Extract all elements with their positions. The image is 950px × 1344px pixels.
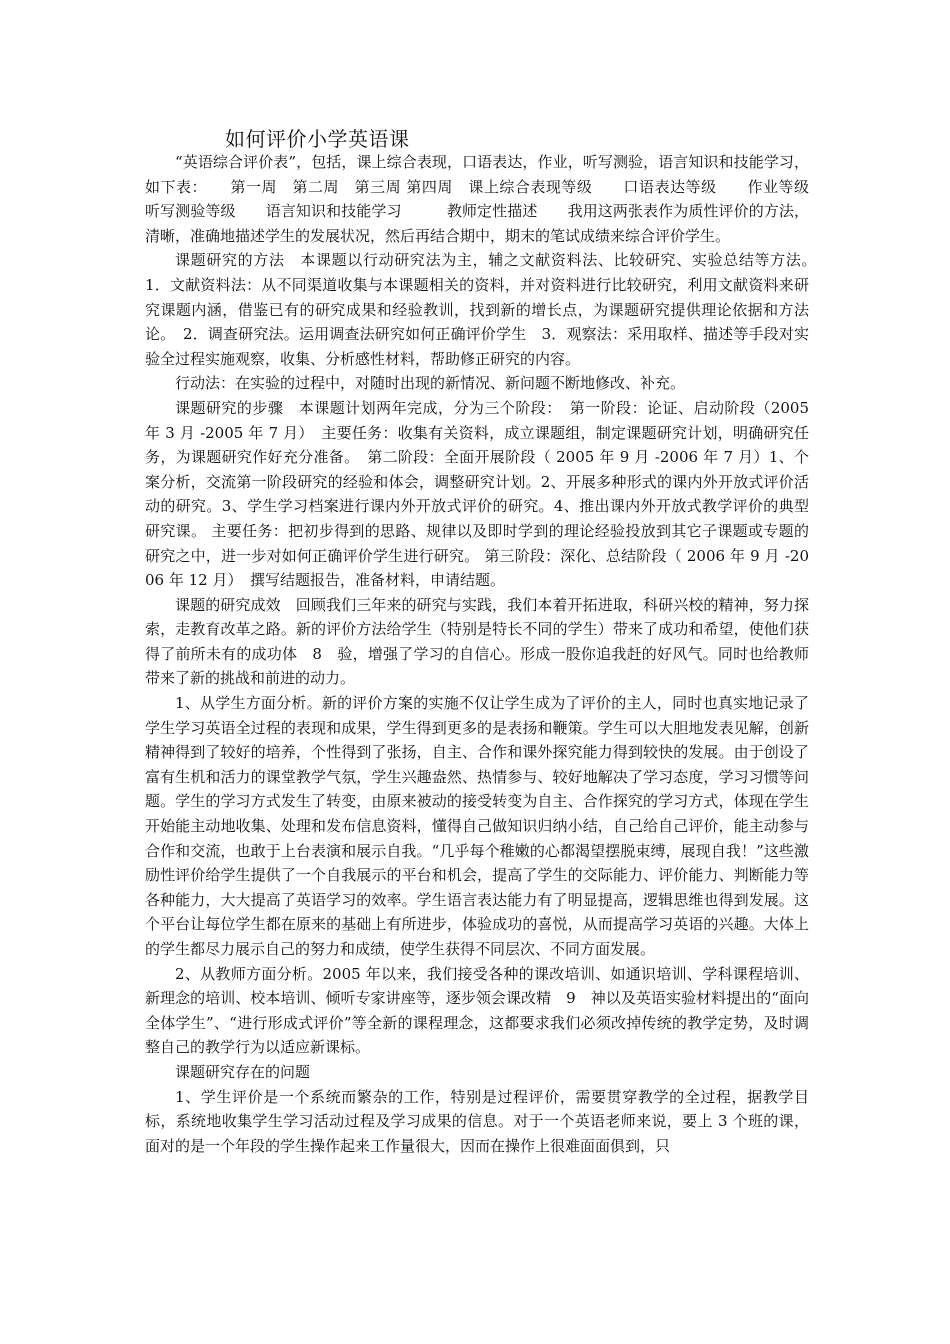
- paragraph-research-results: 课题的研究成效 回顾我们三年来的研究与实践，我们本着开拓进取，科研兴校的精神，努力探索，走教育改革之路。新的评价方法给学生（特别是特长不同的学生）带来了成功和希望，使他们获得了前所未有的成功体 8 验，增强了学习的自信心。形成一股你追我赶的好风气。同时也给教师带来了新的挑战和前进的动力。: [145, 595, 809, 688]
- paragraph-teacher-analysis: 2、从教师方面分析。2005 年以来，我们接受各种的课改培训、如通识培训、学科课程培训、新理念的培训、校本培训、倾听专家讲座等，逐步领会课改精 9 神以及英语实验材料提出的“面向全体学生”、“进行形成式评价”等全新的课程理念，这都要求我们必须改掉传统的教学定势，及时调整自己的教学行为以适应新课标。: [145, 964, 809, 1057]
- paragraph-research-steps: 课题研究的步骤 本课题计划两年完成，分为三个阶段： 第一阶段：论证、启动阶段（2005 年 3 月 -2005 年 7 月） 主要任务：收集有关资料，成立课题组，制定课题研究计划，明确研究任务，为课题研究作好充分准备。 第二阶段：全面开展阶段（ 2005 年 9 月 -2006 年 7 月）1、个案分析，交流第一阶段研究的经验和体会，调整研究计划。2、开展多种形式的课内外开放式评价活动的研究。3、学生学习档案进行课内外开放式评价的研究。4、推出课内外开放式教学评价的典型研究课。 主要任务：把初步得到的思路、规律以及即时学到的理论经验投放到其它子课题或专题的研究之中，进一步对如何正确评价学生进行研究。 第三阶段：深化、总结阶段（ 2006 年 9 月 -2006 年 12 月） 撰写结题报告，准备材料，申请结题。: [145, 398, 809, 590]
- section-heading-problems: 课题研究存在的问题: [175, 1062, 311, 1081]
- document-title: 如何评价小学英语课: [225, 127, 410, 151]
- paragraph-research-methods: 课题研究的方法 本课题以行动研究法为主，辅之文献资料法、比较研究、实验总结等方法。 1．文献资料法：从不同渠道收集与本课题相关的资料，并对资料进行比较研究，利用文献资料来研究课题内涵，借鉴已有的研究成果和经验教训，找到新的增长点，为课题研究提供理论依据和方法论。 2．调查研究法。运用调查法研究如何正确评价学生 3．观察法：采用取样、描述等手段对实验全过程实施观察，收集、分析感性材料，帮助修正研究的内容。: [145, 251, 825, 368]
- document-body: [145, 150, 840, 1158]
- paragraph-evaluation-table: “英语综合评价表”，包括，课上综合表现，口语表达，作业，听写测验，语言知识和技能学习，如下表： 第一周 第二周 第三周 第四周 课上综合表现等级 口语表达等级 作业等级 听写测验等级 语言知识和技能学习 教师定性描述 我用这两张表作为质性评价的方法，清晰，准确地描述学生的发展状况，然后再结合期中，期末的笔试成绩来综合评价学生。: [145, 153, 840, 245]
- paragraph-action-method: 行动法：在实验的过程中，对随时出现的新情况、新问题不断地修改、补充。: [175, 374, 686, 393]
- paragraph-problem-one: 1、学生评价是一个系统而繁杂的工作，特别是过程评价，需要贯穿教学的全过程，据教学目标，系统地收集学生学习活动过程及学习成果的信息。对于一个英语老师来说，要上 3 个班的课，面对的是一个年段的学生操作起来工作量很大，因而在操作上很难面面俱到，只: [145, 1087, 809, 1155]
- paragraph-student-analysis: 1、从学生方面分析。新的评价方案的实施不仅让学生成为了评价的主人，同时也真实地记录了学生学习英语全过程的表现和成果，学生得到更多的是表扬和鞭策。学生可以大胆地发表见解，创新精神得到了较好的培养，个性得到了张扬，自主、合作和课外探究能力得到较快的发展。由于创设了富有生机和活力的课堂教学气氛，学生兴趣盎然、热情参与、较好地解决了学习态度，学习习惯等问题。学生的学习方式发生了转变，由原来被动的接受转变为自主、合作探究的学习方式，体现在学生开始能主动地收集、处理和发布信息资料，懂得自己做知识归纳小结，自己给自己评价，能主动参与合作和交流，也敢于上台表演和展示自我。“几乎每个稚嫩的心都渴望摆脱束缚，展现自我！”这些激励性评价给学生提供了一个自我展示的平台和机会，提高了学生的交际能力、评价能力、判断能力等各种能力，大大提高了英语学习的效率。学生语言表达能力有了明显提高，逻辑思维也得到发展。这个平台让每位学生都在原来的基础上有所进步，体验成功的喜悦，从而提高学习英语的兴趣。大体上的学生都尽力展示自己的努力和成绩，使学生获得不同层次、不同方面发展。: [145, 694, 809, 958]
